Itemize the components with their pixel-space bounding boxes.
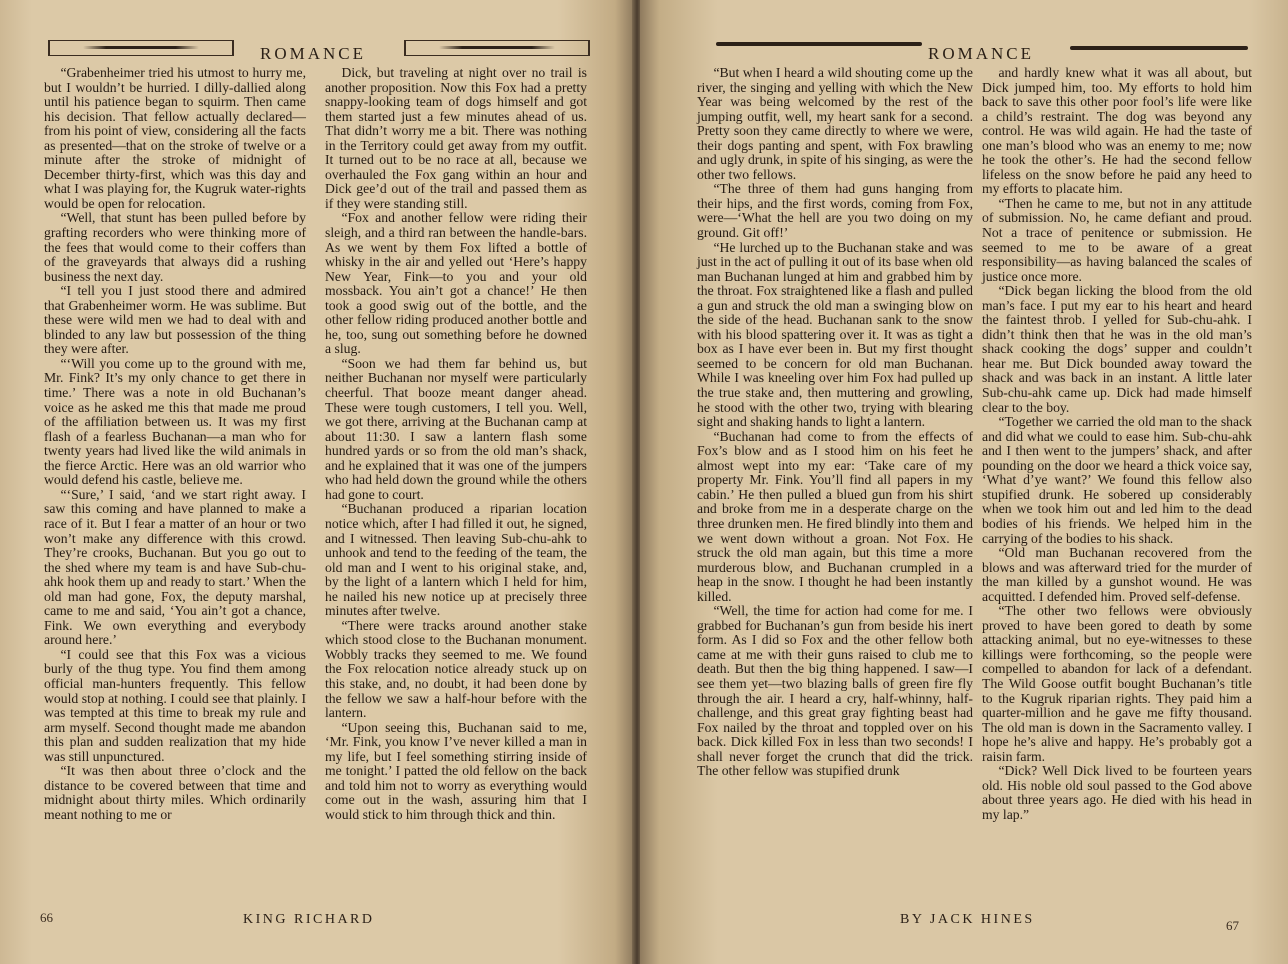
paragraph: “I could see that this Fox was a vicious burly of the thug type. You find them among official man-hunters frequently. This fellow would stop at nothing. I could see that plainly. I was tempted at this time to break my rule and arm myself. Second thought made me abandon this plan and sudden realization that my hide was still unpunctured. — [44, 646, 306, 764]
paragraph: “Fox and another fellow were riding their sleigh, and a third ran between the handle-bars. As we went by them Fox lifted a bottle of whisky in the air and yelled out ‘Here’s happy New Year, Fink—to you and your old mossback. You ain’t got a chance!’ He then took a good swig out of the bottle, and the other fellow riding produced another bottle and he, too, sung out something before he downed a slug. — [325, 210, 587, 357]
paragraph: “I tell you I just stood there and admired that Grabenheimer worm. He was sublime. But these were wild men we had to deal with and blinded to any law but possession of the thing they were after. — [44, 283, 306, 357]
paragraph: “But when I heard a wild shouting come up the river, the singing and yelling with which the New Year was being welcomed by the rest of the jumping outfit, well, my heart sank for a second. Pretty soon they came directly to where we were, their dogs panting and spent, with Fox brawling and ugly drunk, in spite of his singing, as were the other two fellows. — [697, 65, 973, 182]
paragraph: “There were tracks around another stake which stood close to the Buchanan monument. Wobbly tracks they seemed to me. We found the Fox relocation notice already stuck up on this stake, and, no doubt, it had been done by the fellow we saw a half-hour before with the lantern. — [325, 617, 587, 721]
right-running-head: ROMANCE — [928, 44, 1035, 63]
paragraph: “Dick? Well Dick lived to be fourteen years old. His noble old soul passed to the God above about three years ago. He died with his head in my lap.” — [982, 763, 1252, 822]
left-page — [0, 0, 634, 964]
left-page-number: 66 — [40, 910, 53, 925]
left-running-head: ROMANCE — [260, 44, 367, 63]
right-header-ornament-right — [1070, 46, 1248, 50]
paragraph: “Soon we had them far behind us, but neither Buchanan nor myself were particularly cheerful. That booze meant danger ahead. These were tough customers, I tell you. Well, we got there, arriving at the Buchanan camp at about 11:30. I saw a lantern flash some hundred yards or so from the old man’s shack, and he explained that it was one of the jumpers who had held down the ground while the others had gone to court. — [325, 355, 587, 502]
left-column-2 — [325, 66, 587, 822]
paragraph: and hardly knew what it was all about, but Dick jumped him, too. My efforts to hold him back to save this other poor fool’s life were like a child’s restraint. The dog was beyond any control. He was wild again. He had the taste of one man’s blood who was an enemy to me; now he took the other’s. He had the second fellow lifeless on the snow before he paid any heed to my efforts to placate him. — [982, 65, 1252, 197]
paragraph: “Together we carried the old man to the shack and did what we could to ease him. Sub-chu-ahk and I then went to the jumpers’ shack, and after pounding on the door we heard a thick voice say, ‘What d’ye want?’ We found this fellow also stupified drunk. He sobered up considerably when we took him out and led him to the dead bodies of his friends. We helped him in the carrying of the bodies to his shack. — [982, 414, 1252, 546]
paragraph: “He lurched up to the Buchanan stake and was just in the act of pulling it out of its base when old man Buchanan lunged at him and grabbed him by the throat. Fox straightened like a flash and pulled a gun and struck the old man a swinging blow on the side of the head. Buchanan sank to the snow with his blood spattering over it. It was as tight a box as I have ever been in. But my first thought seemed to be concern for old man Buchanan. While I was kneeling over him Fox had pulled up the true stake and, then muttering and growling, he stood with the other two, trying with blearing sight and shaking hands to light a lantern. — [697, 239, 973, 430]
paragraph: “Grabenheimer tried his utmost to hurry me, but I wouldn’t be hurried. I dilly-dallied along until his patience began to squirm. Then came his decision. That fellow actually declared—from his point of view, considering all the facts as presented—that on the stroke of twelve or a minute after the stroke of midnight of December thirty-first, which was this day and what I was playing for, the Kugruk water-rights would be open for relocation. — [44, 65, 306, 211]
right-page-number: 67 — [1226, 918, 1239, 933]
paragraph: “It was then about three o’clock and the distance to be covered between that time and midnight about thirty miles. Which ordinarily meant nothing to me or — [44, 763, 306, 822]
paragraph: “Buchanan produced a riparian location notice which, after I had filled it out, he signed, and I witnessed. Then leaving Sub-chu-ahk to unhook and tend to the feeding of the team, the old man and I went to his original stake, and, by the light of a lantern which I held for him, he nailed his new notice up at precisely three minutes after twelve. — [325, 501, 587, 619]
paragraph: “The three of them had guns hanging from their hips, and the first words, coming from Fox, were—‘What the hell are you two doing on my ground. Git off!’ — [697, 181, 973, 241]
right-header-ornament — [716, 42, 922, 46]
left-header-ornament — [48, 40, 234, 56]
paragraph: “Then he came to me, but not in any attitude of submission. No, he came defiant and proud. Not a trace of penitence or submission. He seemed to me to be aware of a great responsibility—as having balanced the scales of justice once more. — [982, 195, 1252, 284]
paragraph: “Dick began licking the blood from the old man’s face. I put my ear to his heart and heard the faintest throb. I yelled for Sub-chu-ahk. I didn’t think then that he was in the old man’s shack cooking the dogs’ supper and couldn’t hear me. But Dick bounded away toward the shack and was back in an instant. A little later Sub-chu-ahk came up. Dick had made himself clear to the boy. — [982, 283, 1252, 415]
paragraph: “Old man Buchanan recovered from the blows and was afterward tried for the murder of the man killed by a gunshot wound. He was acquitted. I defended him. Proved self-defense. — [982, 545, 1252, 604]
paragraph: “Well, that stunt has been pulled before by grafting recorders who were thinking more of the fees that would come to their coffers than of the graveyards that always did a rushing business the next day. — [44, 210, 306, 284]
left-footer-title: KING RICHARD — [243, 912, 375, 927]
paragraph: “Upon seeing this, Buchanan said to me, ‘Mr. Fink, you know I’ve never killed a man in my life, but I feel something stirring inside of me tonight.’ I patted the old fellow on the back and told him not to worry as everything would come out in the wash, assuring him that I would stick to him through thick and thin. — [325, 719, 587, 822]
right-column-1 — [697, 66, 973, 779]
paragraph: “‘Sure,’ I said, ‘and we start right away. I saw this coming and have planned to make a race of it. But I fear a matter of an hour or two won’t make any difference with this crowd. They’re crooks, Buchanan. But you go out to the shed where my team is and have Sub-chu-ahk hook them up and ready to start.’ When the old man had gone, Fox, the deputy marshal, came to me and said, ‘You ain’t got a chance, Fink. We own everything and everybody around here.’ — [44, 486, 306, 648]
paragraph: “Buchanan had come to from the effects of Fox’s blow and as I stood him on his feet he almost wept into my ear: ‘Take care of my property Mr. Fink. You’ll find all papers in my cabin.’ He then pulled a blued gun from his shirt and broke from me in a desperate charge on the three drunken men. He fired blindly into them and we went down without a groan. Not Fox. He struck the old man again, but this time a more murderous blow, and Buchanan crumpled in a heap in the snow. I thought he had been instantly killed. — [697, 428, 973, 604]
paragraph: “Well, the time for action had come for me. I grabbed for Buchanan’s gun from beside his inert form. As I did so Fox and the other fellow both came at me with their guns raised to club me to death. But then the big thing happened. I saw—I see them yet—two blazing balls of green fire fly through the air. I heard a cry, half-whinny, half-challenge, and this great gray fighting beast had Fox nailed by the throat and toppled over on his back. Dick killed Fox in less than two seconds! I shall never forget the crunch that did the trick. The other fellow was stupified drunk — [697, 603, 973, 779]
left-column-1 — [44, 66, 306, 822]
left-header-ornament-right — [404, 40, 590, 56]
right-page — [640, 0, 1288, 964]
right-column-2 — [982, 66, 1252, 822]
paragraph: “The other two fellows were obviously proved to have been gored to death by some attacking animal, but no eye-witnesses to these killings were forthcoming, so the people were compelled to abandon for lack of a defendant. The Wild Goose outfit bought Buchanan’s title to the Kugruk riparian rights. They paid him a quarter-million and he gave me fifty thousand. The old man is down in the Sacramento valley. I hope he’s alive and happy. He’s probably got a raisin farm. — [982, 603, 1252, 764]
paragraph: “‘Will you come up to the ground with me, Mr. Fink? It’s my only chance to get there in time.’ There was a note in old Buchanan’s voice as he asked me this that made me proud of the affiliation between us. It was my first flash of a fearless Buchanan—a man who for twenty years had lived like the wild animals in the fierce Arctic. Here was an old warrior who would defend his castle, believe me. — [44, 355, 306, 488]
paragraph: Dick, but traveling at night over no trail is another proposition. Now this Fox had a pretty snappy-looking team of dogs himself and got them started just a few minutes ahead of us. That didn’t worry me a bit. There was nothing in the Territory could get away from my outfit. It turned out to be no race at all, because we overhauled the Fox gang within an hour and Dick gee’d out of the trail and passed them as if they were standing still. — [325, 65, 587, 211]
right-footer-title: BY JACK HINES — [900, 912, 1035, 927]
